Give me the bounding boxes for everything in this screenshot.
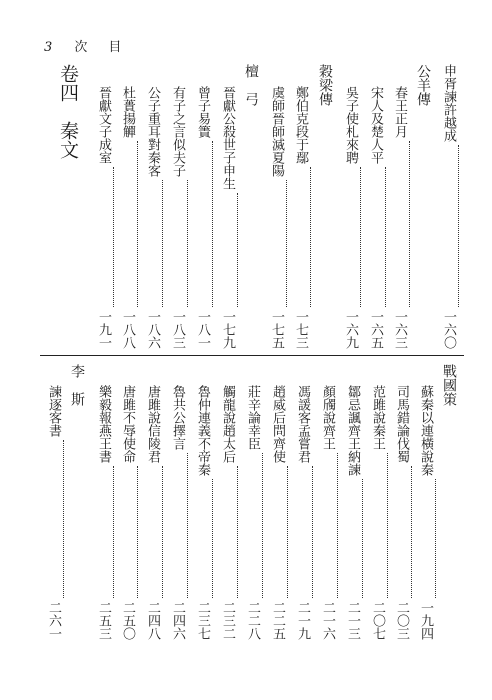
toc-entry (166, 385, 188, 640)
entry-title: 觸龍說趙太后 (220, 385, 235, 463)
toc-entry (339, 86, 361, 349)
header-title: 次 目 (74, 40, 126, 55)
toc-entry (216, 385, 238, 640)
dot-leader (266, 466, 288, 598)
toc-entry (116, 385, 138, 640)
entry-title: 唐雎不辱使命 (120, 385, 135, 463)
section-heading: 穀梁傳 (317, 64, 333, 106)
dot-leader (216, 466, 238, 598)
dot-leader (191, 141, 213, 307)
dot-leader (341, 479, 363, 598)
entry-title: 唐雎說信陵君 (145, 385, 160, 463)
entry-page: 一六五 (368, 310, 383, 349)
dot-leader (437, 145, 459, 307)
toc-entry (141, 385, 163, 640)
dot-leader (166, 180, 188, 307)
dot-leader (191, 479, 213, 598)
entry-title: 宋人及楚人平 (368, 86, 383, 164)
toc-entry (289, 86, 311, 349)
dot-leader (388, 141, 410, 307)
entry-title: 樂毅報燕王書 (96, 385, 111, 463)
dot-leader (366, 453, 388, 598)
dot-leader (166, 453, 188, 598)
dot-leader (92, 466, 114, 598)
entry-title: 鄭伯克段于鄢 (293, 86, 308, 164)
toc-entry (141, 86, 163, 349)
toc-entry (390, 385, 412, 640)
dot-leader (364, 167, 386, 307)
toc-entry (191, 86, 213, 349)
page-number: 3 (44, 40, 57, 55)
entry-title: 魯共公擇言 (170, 385, 185, 450)
entry-page: 二三七 (195, 601, 210, 640)
entry-title: 春王正月 (392, 86, 407, 138)
toc-entry (191, 385, 213, 640)
toc-entry (116, 86, 138, 349)
section-divider (40, 355, 464, 356)
toc-entry (266, 385, 288, 640)
dot-leader (216, 193, 238, 307)
entry-title: 曾子易簀 (195, 86, 210, 138)
entry-page: 一七五 (269, 310, 284, 349)
entry-title: 公子重耳對秦客 (145, 86, 160, 177)
entry-title: 鄒忌諷齊王納諫 (345, 385, 360, 476)
toc-entry (341, 385, 363, 640)
entry-page: 二六一 (46, 601, 61, 640)
entry-page: 二五三 (96, 601, 111, 640)
entry-page: 一八八 (120, 310, 135, 349)
dot-leader (42, 440, 64, 598)
section-heading: 李 斯 (69, 364, 85, 406)
entry-title: 莊辛論幸臣 (245, 385, 260, 450)
dot-leader (116, 141, 138, 307)
entry-title: 吳子使札來聘 (343, 86, 358, 164)
entry-page: 一八一 (195, 310, 210, 349)
toc-entry (366, 385, 388, 640)
dot-leader (141, 180, 163, 307)
entry-title: 司馬錯論伐蜀 (394, 385, 409, 463)
toc-entry (265, 86, 287, 349)
entry-page: 一六〇 (441, 310, 456, 349)
toc-entry (92, 86, 114, 349)
entry-page: 一七三 (293, 310, 308, 349)
section-heading: 檀 弓 (243, 64, 259, 106)
toc-entry (291, 385, 313, 640)
entry-title: 范雎說秦王 (370, 385, 385, 450)
entry-title: 趙威后問齊使 (270, 385, 285, 463)
entry-title: 晉獻文子成室 (96, 86, 111, 164)
entry-page: 一八六 (145, 310, 160, 349)
entry-page: 一六三 (392, 310, 407, 349)
entry-page: 一九四 (418, 601, 433, 640)
entry-page: 一六九 (343, 310, 358, 349)
toc-entry (216, 86, 238, 349)
toc-entry (42, 385, 64, 640)
toc-entry (92, 385, 114, 640)
toc-entry (364, 86, 386, 349)
toc-entry (166, 86, 188, 349)
entry-page: 二一三 (345, 601, 360, 640)
toc-entry (414, 385, 436, 640)
entry-page: 二四八 (145, 601, 160, 640)
entry-page: 二一九 (295, 601, 310, 640)
entry-title: 馮諼客孟嘗君 (295, 385, 310, 463)
entry-page: 二四六 (170, 601, 185, 640)
dot-leader (265, 180, 287, 307)
entry-page: 二二八 (245, 601, 260, 640)
entry-page: 一九一 (96, 310, 111, 349)
entry-page: 二〇七 (370, 601, 385, 640)
page-header (44, 36, 125, 55)
toc-entry (388, 86, 410, 349)
entry-page: 二一六 (320, 601, 335, 640)
dot-leader (289, 167, 311, 307)
entry-page: 二二五 (270, 601, 285, 640)
section-heading: 戰國策 (441, 364, 457, 406)
dot-leader (390, 466, 412, 598)
toc-entry (437, 64, 459, 349)
toc-entry (241, 385, 263, 640)
entry-page: 二三二 (220, 601, 235, 640)
entry-page: 一八三 (170, 310, 185, 349)
volume-heading: 卷四 秦文 (57, 64, 79, 159)
entry-title: 諫逐客書 (46, 385, 61, 437)
dot-leader (414, 479, 436, 598)
dot-leader (316, 453, 338, 598)
dot-leader (241, 453, 263, 598)
dot-leader (92, 167, 114, 307)
entry-title: 晉獻公殺世子申生 (220, 86, 235, 190)
entry-page: 二五〇 (120, 601, 135, 640)
entry-title: 申胥諫許越成 (441, 64, 456, 142)
dot-leader (141, 466, 163, 598)
entry-page: 二〇三 (394, 601, 409, 640)
dot-leader (291, 466, 313, 598)
dot-leader (116, 466, 138, 598)
dot-leader (339, 167, 361, 307)
entry-page: 一七九 (220, 310, 235, 349)
entry-title: 魯仲連義不帝秦 (195, 385, 210, 476)
entry-title: 蘇秦以連橫說秦 (418, 385, 433, 476)
entry-title: 虞師晉師滅夏陽 (269, 86, 284, 177)
section-heading: 公羊傳 (415, 64, 431, 106)
entry-title: 顏斶說齊王 (320, 385, 335, 450)
entry-title: 有子之言似夫子 (170, 86, 185, 177)
toc-entry (316, 385, 338, 640)
entry-title: 杜蕢揚觶 (120, 86, 135, 138)
